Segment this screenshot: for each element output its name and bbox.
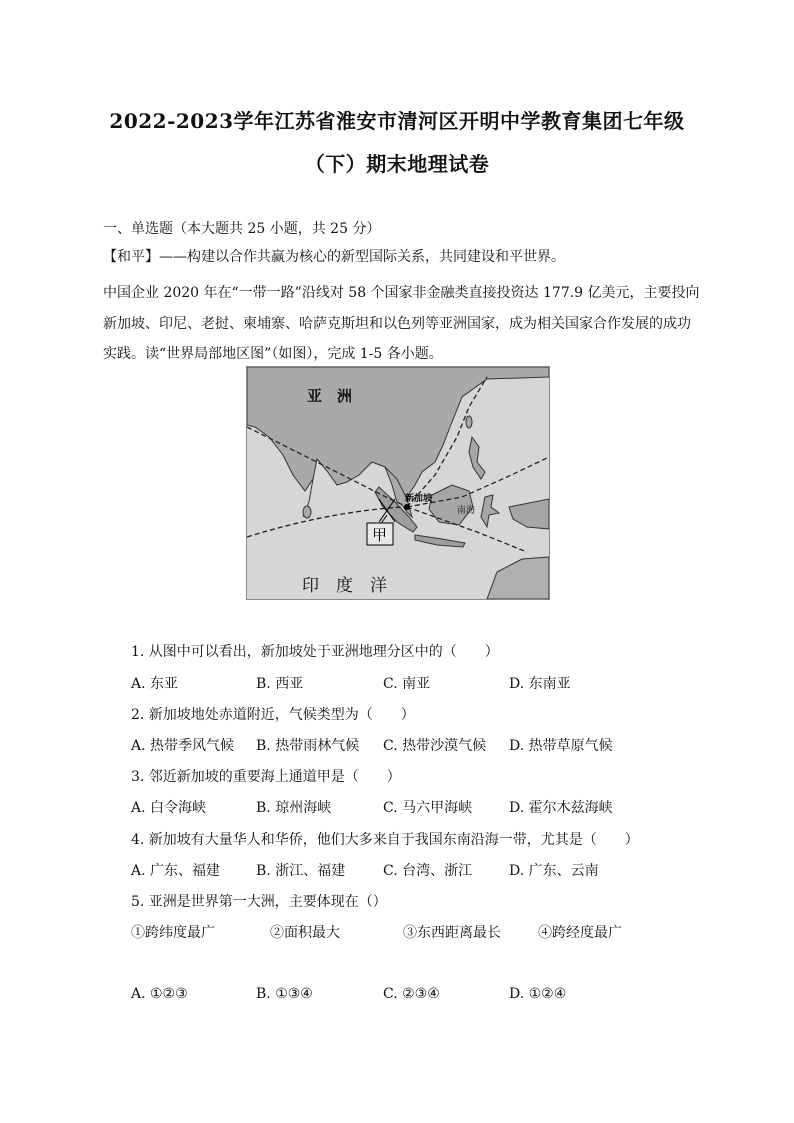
q3-option-c: C. 马六甲海峡 (383, 800, 473, 816)
q1-option-b: B. 西亚 (256, 676, 304, 692)
intro-paragraph-line-3: 实践。读“世界局部地区图”（如图），完成 1-5 各小题。 (103, 346, 443, 362)
q5-statement-1: ①跨纬度最广 (131, 925, 215, 941)
world-partial-map (246, 366, 550, 600)
south-china-sea-label: 南海 (457, 506, 476, 516)
q5-option-b: B. ①③④ (256, 986, 313, 1002)
question-3: 3. 邻近新加坡的重要海上通道甲是（ ） (131, 769, 401, 785)
strait-label: 甲 (372, 526, 388, 544)
intro-paragraph-line-2: 新加坡、印尼、老挝、柬埔寨、哈萨克斯坦和以色列等亚洲国家，成为相关国家合作发展的成功 (103, 316, 691, 332)
singapore-label: 新加坡 (405, 494, 433, 504)
question-1: 1. 从图中可以看出，新加坡处于亚洲地理分区中的（ ） (131, 644, 499, 660)
intro-paragraph-line-1: 中国企业 2020 年在“一带一路”沿线对 58 个国家非金融类直接投资达 177.9 亿美元，主要投向 (103, 285, 700, 301)
question-4: 4. 新加坡有大量华人和华侨，他们大多来自于我国东南沿海一带，尤其是（ ） (131, 832, 639, 848)
q4-option-b: B. 浙江、福建 (256, 863, 346, 879)
exam-title-line-1: 2022-2023学年江苏省淮安市清河区开明中学教育集团七年级 (109, 109, 685, 133)
sri-lanka (303, 506, 311, 518)
question-2: 2. 新加坡地处赤道附近，气候类型为（ ） (131, 707, 415, 723)
indian-ocean-label: 印 度 洋 (302, 576, 387, 596)
q4-option-c: C. 台湾、浙江 (383, 863, 473, 879)
q5-option-c: C. ②③④ (383, 986, 440, 1002)
q3-option-d: D. 霍尔木兹海峡 (509, 800, 613, 816)
q1-option-d: D. 东南亚 (509, 676, 571, 692)
q2-option-a: A. 热带季风气候 (131, 738, 235, 754)
section-heading: 一、单选题（本大题共 25 小题，共 25 分） (103, 221, 381, 237)
q1-option-c: C. 南亚 (383, 676, 431, 692)
q5-statement-4: ④跨经度最广 (538, 925, 622, 941)
intro-lead: 【和平】——构建以合作共赢为核心的新型国际关系，共同建设和平世界。 (103, 249, 565, 265)
q2-option-b: B. 热带雨林气候 (256, 738, 360, 754)
q5-option-a: A. ①②③ (131, 986, 188, 1002)
singapore-dot (404, 504, 410, 510)
q5-option-d: D. ①②④ (509, 986, 567, 1002)
asia-label: 亚 洲 (307, 387, 353, 405)
map-drawing (247, 367, 549, 599)
q2-option-c: C. 热带沙漠气候 (383, 738, 487, 754)
q1-option-a: A. 东亚 (131, 676, 179, 692)
q4-option-d: D. 广东、云南 (509, 863, 599, 879)
q5-statement-2: ②面积最大 (270, 925, 340, 941)
question-5: 5. 亚洲是世界第一大洲，主要体现在（） (131, 894, 387, 910)
q3-option-a: A. 白令海峡 (131, 800, 207, 816)
q2-option-d: D. 热带草原气候 (509, 738, 613, 754)
q3-option-b: B. 琼州海峡 (256, 800, 332, 816)
exam-title-line-2: （下）期末地理试卷 (304, 152, 490, 176)
q5-statement-3: ③东西距离最长 (403, 925, 501, 941)
q4-option-a: A. 广东、福建 (131, 863, 221, 879)
